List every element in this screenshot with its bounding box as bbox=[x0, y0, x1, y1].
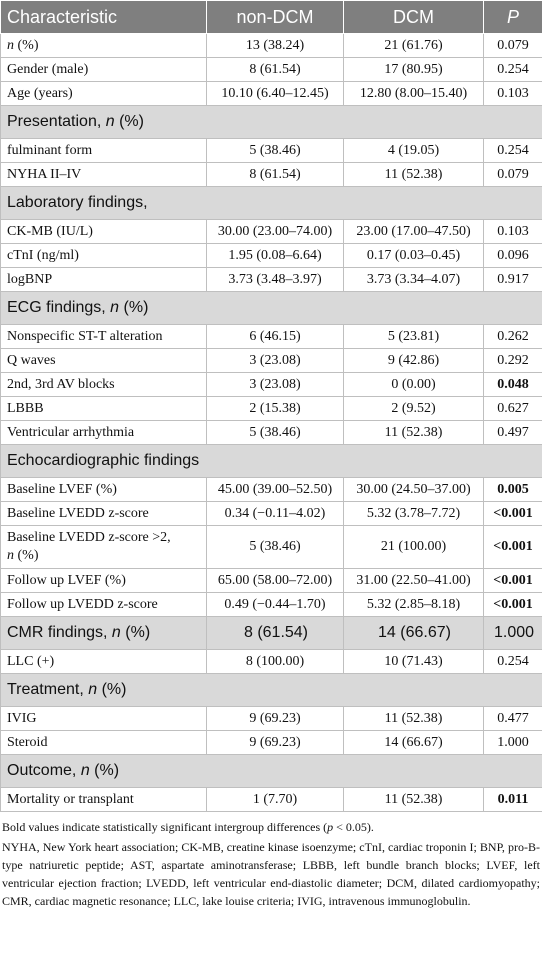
table-row bbox=[1, 421, 542, 445]
cell-non-dcm: 30.00 (23.00–74.00) bbox=[207, 220, 344, 244]
row-label: cTnI (ng/ml) bbox=[1, 244, 207, 268]
row-label-text: (%) bbox=[17, 37, 39, 53]
table-row bbox=[1, 526, 542, 569]
table-row bbox=[1, 34, 542, 58]
row-label: Age (years) bbox=[1, 82, 207, 106]
n-symbol: n bbox=[7, 37, 14, 53]
cell-p: 0.103 bbox=[484, 220, 542, 244]
cell-dcm: 10 (71.43) bbox=[344, 650, 484, 674]
cell-dcm: 9 (42.86) bbox=[344, 349, 484, 373]
cell-p-significant: <0.001 bbox=[484, 526, 542, 569]
section-text: (%) bbox=[114, 113, 144, 130]
row-label: CK-MB (IU/L) bbox=[1, 220, 207, 244]
cell-dcm: 3.73 (3.34–4.07) bbox=[344, 268, 484, 292]
cell-non-dcm: 0.34 (−0.11–4.02) bbox=[207, 502, 344, 526]
row-label: fulminant form bbox=[1, 139, 207, 163]
table-row bbox=[1, 58, 542, 82]
row-label-text: Baseline LVEDD z-score >2, bbox=[7, 530, 171, 545]
cell-p-significant: 0.048 bbox=[484, 373, 542, 397]
p-symbol: p bbox=[327, 820, 334, 834]
cell-p: 0.103 bbox=[484, 82, 542, 106]
cell-non-dcm: 45.00 (39.00–52.50) bbox=[207, 478, 344, 502]
cell-non-dcm: 8 (61.54) bbox=[207, 58, 344, 82]
row-label-text: (%) bbox=[14, 548, 39, 563]
cell-dcm: 21 (100.00) bbox=[344, 526, 484, 569]
footnote-text: < 0.05). bbox=[333, 820, 374, 834]
cell-non-dcm: 5 (38.46) bbox=[207, 139, 344, 163]
table-row bbox=[1, 569, 542, 593]
cell-p: 0.096 bbox=[484, 244, 542, 268]
section-ecg bbox=[1, 292, 542, 325]
row-label: LBBB bbox=[1, 397, 207, 421]
cell-dcm: 21 (61.76) bbox=[344, 34, 484, 58]
table-row bbox=[1, 163, 542, 187]
n-symbol: n bbox=[80, 762, 90, 779]
cell-p: 0.497 bbox=[484, 421, 542, 445]
table-row bbox=[1, 268, 542, 292]
cell-p-significant: 0.005 bbox=[484, 478, 542, 502]
table-row bbox=[1, 478, 542, 502]
section-presentation bbox=[1, 106, 542, 139]
row-label: IVIG bbox=[1, 707, 207, 731]
cell-p: 1.000 bbox=[484, 731, 542, 755]
cell-p: 0.254 bbox=[484, 650, 542, 674]
cell-non-dcm: 2 (15.38) bbox=[207, 397, 344, 421]
cell-dcm: 2 (9.52) bbox=[344, 397, 484, 421]
row-label: 2nd, 3rd AV blocks bbox=[1, 373, 207, 397]
cell-p-significant: <0.001 bbox=[484, 593, 542, 617]
cell-dcm: 0.17 (0.03–0.45) bbox=[344, 244, 484, 268]
table-row bbox=[1, 650, 542, 674]
cell-dcm: 31.00 (22.50–41.00) bbox=[344, 569, 484, 593]
section-text: Outcome, bbox=[7, 762, 81, 779]
cell-non-dcm: 5 (38.46) bbox=[207, 526, 344, 569]
row-label: Mortality or transplant bbox=[1, 788, 207, 812]
header-row bbox=[1, 1, 542, 34]
cell-p: 0.262 bbox=[484, 325, 542, 349]
cell-non-dcm: 9 (69.23) bbox=[207, 707, 344, 731]
row-label bbox=[1, 34, 207, 58]
section-echocardiographic bbox=[1, 445, 542, 478]
cell-dcm: 12.80 (8.00–15.40) bbox=[344, 82, 484, 106]
n-symbol: n bbox=[88, 681, 98, 698]
table-row bbox=[1, 244, 542, 268]
section-title bbox=[1, 106, 542, 139]
n-symbol: n bbox=[110, 299, 120, 316]
section-text: ECG findings, bbox=[7, 299, 111, 316]
table-row bbox=[1, 82, 542, 106]
table-row bbox=[1, 397, 542, 421]
cell-p: 0.477 bbox=[484, 707, 542, 731]
n-symbol: n bbox=[111, 624, 121, 641]
cell-p: 1.000 bbox=[484, 617, 542, 650]
table-row bbox=[1, 349, 542, 373]
section-title bbox=[1, 755, 542, 788]
cell-dcm: 0 (0.00) bbox=[344, 373, 484, 397]
cell-non-dcm: 65.00 (58.00–72.00) bbox=[207, 569, 344, 593]
row-label: Nonspecific ST-T alteration bbox=[1, 325, 207, 349]
table-footnotes bbox=[0, 812, 542, 910]
cell-non-dcm: 10.10 (6.40–12.45) bbox=[207, 82, 344, 106]
cell-non-dcm: 3 (23.08) bbox=[207, 373, 344, 397]
cell-p-significant: <0.001 bbox=[484, 569, 542, 593]
cell-non-dcm: 1.95 (0.08–6.64) bbox=[207, 244, 344, 268]
cell-non-dcm: 3.73 (3.48–3.97) bbox=[207, 268, 344, 292]
cell-dcm: 11 (52.38) bbox=[344, 788, 484, 812]
table-row bbox=[1, 139, 542, 163]
cell-p-significant: 0.011 bbox=[484, 788, 542, 812]
cell-p-significant: <0.001 bbox=[484, 502, 542, 526]
row-label: Follow up LVEF (%) bbox=[1, 569, 207, 593]
section-text: Treatment, bbox=[7, 681, 89, 698]
footnote-abbreviations: NYHA, New York heart association; CK-MB, creatine kinase isoenzyme; cTnI, cardiac troponin I; BNP, pro-B-type natriuretic peptide; AST, aspartate aminotransferase; LBBB, left bundle branch blocks; LVEF, left ventricular ejection fraction; LVEDD, left ventricular end-diastolic diameter; DCM, dilated cardiomyopathy; CMR, cardiac magnetic resonance; LLC, lake louise criteria; IVIG, intravenous immunoglobulin. bbox=[2, 840, 540, 908]
cell-non-dcm: 8 (61.54) bbox=[207, 163, 344, 187]
section-text: Presentation, bbox=[7, 113, 106, 130]
cell-non-dcm: 3 (23.08) bbox=[207, 349, 344, 373]
cell-dcm: 14 (66.67) bbox=[344, 731, 484, 755]
table-row bbox=[1, 325, 542, 349]
cell-non-dcm: 8 (100.00) bbox=[207, 650, 344, 674]
section-text: (%) bbox=[120, 624, 151, 641]
cell-p: 0.627 bbox=[484, 397, 542, 421]
header-dcm: DCM bbox=[344, 1, 484, 34]
table-row bbox=[1, 707, 542, 731]
header-characteristic: Characteristic bbox=[1, 1, 207, 34]
cell-p: 0.079 bbox=[484, 163, 542, 187]
row-label: Steroid bbox=[1, 731, 207, 755]
cell-non-dcm: 13 (38.24) bbox=[207, 34, 344, 58]
cell-dcm: 30.00 (24.50–37.00) bbox=[344, 478, 484, 502]
cell-non-dcm: 5 (38.46) bbox=[207, 421, 344, 445]
row-label: Q waves bbox=[1, 349, 207, 373]
cell-non-dcm: 9 (69.23) bbox=[207, 731, 344, 755]
header-non-dcm: non-DCM bbox=[207, 1, 344, 34]
n-symbol: n bbox=[105, 113, 115, 130]
row-label: Baseline LVEF (%) bbox=[1, 478, 207, 502]
cell-non-dcm: 0.49 (−0.44–1.70) bbox=[207, 593, 344, 617]
section-text: (%) bbox=[97, 681, 127, 698]
cell-dcm: 5.32 (2.85–8.18) bbox=[344, 593, 484, 617]
cell-dcm: 14 (66.67) bbox=[344, 617, 484, 650]
footnote-text: Bold values indicate statistically significant intergroup differences ( bbox=[2, 820, 328, 834]
cell-p: 0.254 bbox=[484, 139, 542, 163]
cell-dcm: 11 (52.38) bbox=[344, 163, 484, 187]
section-title: Laboratory findings, bbox=[1, 187, 542, 220]
cell-non-dcm: 1 (7.70) bbox=[207, 788, 344, 812]
row-label: Ventricular arrhythmia bbox=[1, 421, 207, 445]
cell-dcm: 4 (19.05) bbox=[344, 139, 484, 163]
section-text: CMR findings, bbox=[7, 624, 112, 641]
table-row bbox=[1, 502, 542, 526]
cell-p: 0.254 bbox=[484, 58, 542, 82]
cell-non-dcm: 6 (46.15) bbox=[207, 325, 344, 349]
table-row bbox=[1, 731, 542, 755]
cell-non-dcm: 8 (61.54) bbox=[207, 617, 344, 650]
section-title bbox=[1, 292, 542, 325]
section-treatment bbox=[1, 674, 542, 707]
section-outcome bbox=[1, 755, 542, 788]
row-label: Baseline LVEDD z-score bbox=[1, 502, 207, 526]
footnote-bold-values bbox=[2, 818, 540, 836]
cell-dcm: 11 (52.38) bbox=[344, 421, 484, 445]
section-title bbox=[1, 617, 207, 650]
row-label bbox=[1, 526, 207, 569]
cell-dcm: 5 (23.81) bbox=[344, 325, 484, 349]
cell-dcm: 17 (80.95) bbox=[344, 58, 484, 82]
cell-dcm: 5.32 (3.78–7.72) bbox=[344, 502, 484, 526]
header-p: P bbox=[484, 1, 542, 34]
section-text: (%) bbox=[119, 299, 149, 316]
section-laboratory bbox=[1, 187, 542, 220]
n-symbol: n bbox=[7, 548, 14, 563]
cell-dcm: 11 (52.38) bbox=[344, 707, 484, 731]
table-row bbox=[1, 220, 542, 244]
cell-p: 0.292 bbox=[484, 349, 542, 373]
section-text: (%) bbox=[89, 762, 120, 779]
cell-p: 0.917 bbox=[484, 268, 542, 292]
row-label: logBNP bbox=[1, 268, 207, 292]
table-row bbox=[1, 593, 542, 617]
row-label: LLC (+) bbox=[1, 650, 207, 674]
section-cmr bbox=[1, 617, 542, 650]
table-row bbox=[1, 788, 542, 812]
cell-dcm: 23.00 (17.00–47.50) bbox=[344, 220, 484, 244]
section-title bbox=[1, 674, 542, 707]
cell-p: 0.079 bbox=[484, 34, 542, 58]
row-label: Gender (male) bbox=[1, 58, 207, 82]
section-title: Echocardiographic findings bbox=[1, 445, 542, 478]
row-label: Follow up LVEDD z-score bbox=[1, 593, 207, 617]
row-label: NYHA II–IV bbox=[1, 163, 207, 187]
table-row bbox=[1, 373, 542, 397]
